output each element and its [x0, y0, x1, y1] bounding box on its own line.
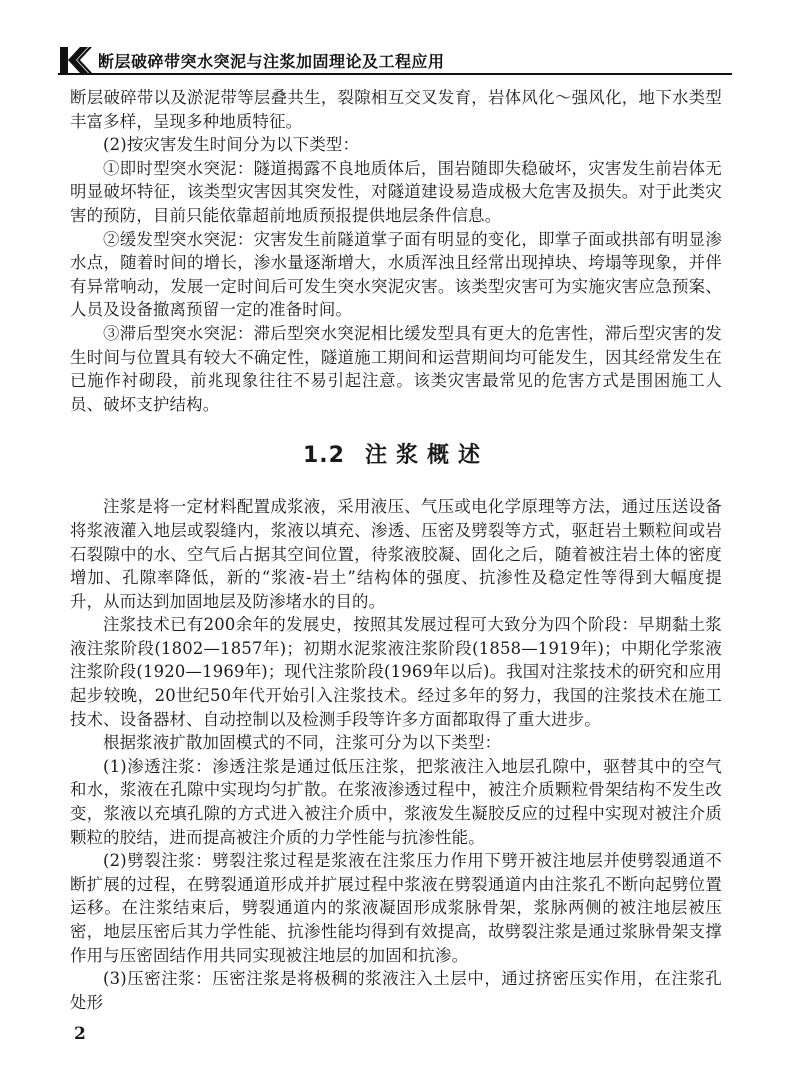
paragraph: 注浆是将一定材料配置成浆液，采用液压、气压或电化学原理等方法，通过压送设备将浆液灌入地层或裂缝内，浆液以填充、渗透、压密及劈裂等方式，驱赶岩土颗粒间或岩石裂隙中的水、空气后占据其空间位置，待浆液胶凝、固化之后，随着被注岩土体的密度增加、孔隙率降低，新的“浆液-岩土”结构体的强度、抗渗性及稳定性等得到大幅度提升，从而达到加固地层及防渗堵水的目的。: [70, 497, 722, 611]
paragraph: 注浆技术已有200余年的发展史，按照其发展过程可大致分为四个阶段：早期黏土浆液注浆阶段(1802—1857年)；初期水泥浆液注浆阶段(1858—1919年)；中期化学浆液注浆阶段(1920—1969年)；现代注浆阶段(1969年以后)。我国对注浆技术的研究和应用起步较晚，20世纪50年代开始引入注浆技术。经过多年的努力，我国的注浆技术在施工技术、设备器材、自动控制以及检测手段等许多方面都取得了重大进步。: [70, 615, 722, 729]
book-title: 断层破碎带突水突泥与注浆加固理论及工程应用: [98, 52, 445, 71]
paragraph: (3)压密注浆：压密注浆是将极稠的浆液注入土层中，通过挤密压实作用，在注浆孔处形: [70, 969, 722, 1012]
header-rule: [58, 73, 732, 75]
paragraph: 根据浆液扩散加固模式的不同，注浆可分为以下类型：: [103, 733, 502, 753]
paragraph: (1)渗透注浆：渗透注浆是通过低压注浆，把浆液注入地层孔隙中，驱替其中的空气和水，浆液在孔隙中实现均匀扩散。在浆液渗透过程中，被注介质颗粒骨架结构不发生改变，浆液以充填孔隙的方式进入被注介质中，浆液发生凝胶反应的过程中实现对被注介质颗粒的胶结，进而提高被注介质的力学性能与抗渗性能。: [70, 756, 722, 847]
section-heading: [70, 438, 722, 469]
paragraph: (2)劈裂注浆：劈裂注浆过程是浆液在注浆压力作用下劈开被注地层并使劈裂通道不断扩展的过程，在劈裂通道形成并扩展过程中浆液在劈裂通道内由注浆孔不断向起劈位置运移。在注浆结束后，劈裂通道内的浆液凝固形成浆脉骨架，浆脉两侧的被注地层被压密，地层压密后其力学性能、抗渗性能均得到有效提高，故劈裂注浆是通过浆脉骨架支撑作用与压密固结作用共同实现被注地层的加固和抗渗。: [70, 851, 722, 965]
section-title: 注浆概述: [364, 443, 489, 469]
paragraph: 断层破碎带以及淤泥带等层叠共生，裂隙相互交叉发育，岩体风化～强风化，地下水类型丰富多样，呈现多种地质特征。: [70, 88, 722, 131]
running-header: [58, 44, 732, 74]
paragraph: ①即时型突水突泥：隧道揭露不良地质体后，围岩随即失稳破坏，灾害发生前岩体无明显破坏特征，该类型灾害因其突发性，对隧道建设易造成极大危害及损失。对于此类灾害的预防，目前只能依靠超前地质预报提供地层条件信息。: [70, 158, 722, 225]
page-body: [70, 86, 722, 1014]
paragraph: ③滞后型突水突泥：滞后型突水突泥相比缓发型具有更大的危害性，滞后型灾害的发生时间与位置具有较大不确定性，隧道施工期间和运营期间均可能发生，因其经常发生在已施作衬砌段，前兆现象往往不易引起注意。该类灾害最常见的危害方式是围困施工人员、破坏支护结构。: [70, 323, 722, 414]
section-number: 1.2: [303, 443, 345, 469]
page-number: 2: [74, 1024, 86, 1044]
chevron-logo-icon: [60, 47, 92, 73]
paragraph: (2)按灾害发生时间分为以下类型：: [103, 135, 360, 155]
paragraph: ②缓发型突水突泥：灾害发生前隧道掌子面有明显的变化，即掌子面或拱部有明显渗水点，随着时间的增长，渗水量逐渐增大，水质浑浊且经常出现掉块、垮塌等现象，并伴有异常响动，发展一定时间后可发生突水突泥灾害。该类型灾害可为实施灾害应急预案、人员及设备撤离预留一定的准备时间。: [70, 229, 722, 320]
